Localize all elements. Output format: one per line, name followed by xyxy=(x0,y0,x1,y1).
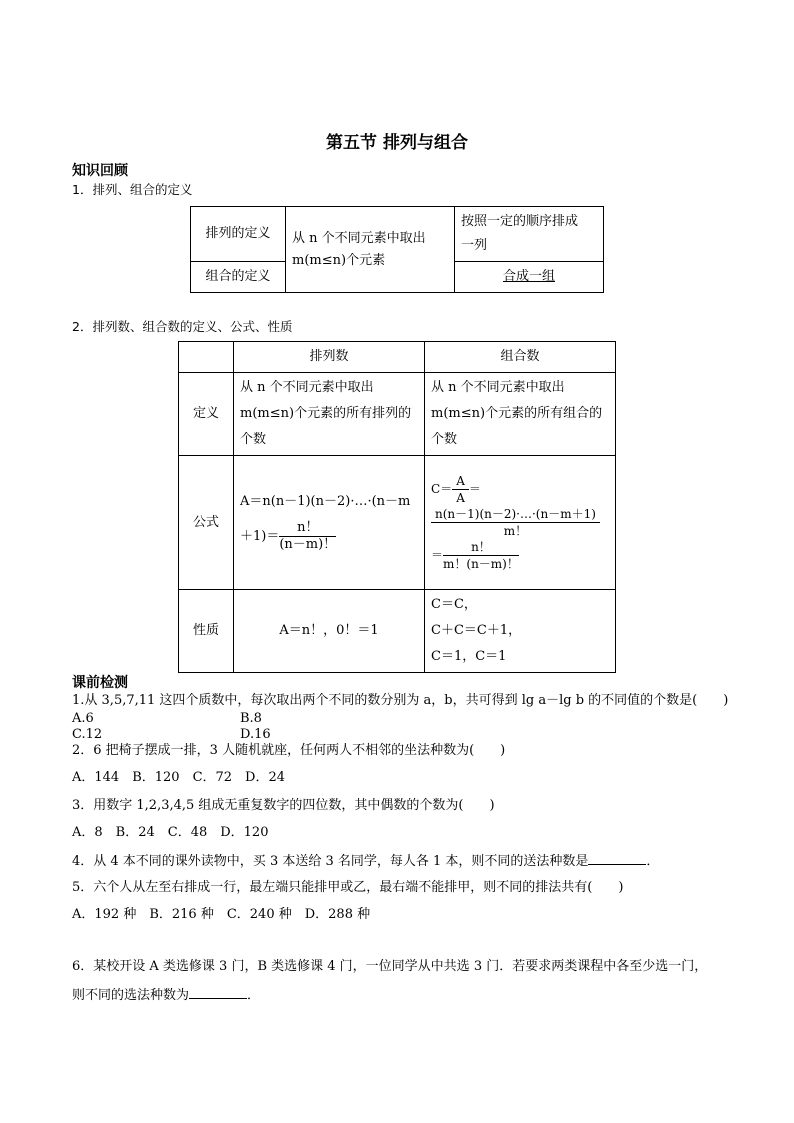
cell-formula-perm xyxy=(234,456,425,590)
row-label-formula: 公式 xyxy=(179,456,234,590)
comb-eq-3: ＝ xyxy=(431,548,444,562)
comb-eq-2: ＝ xyxy=(468,482,481,496)
q3-options: A．8 B．24 C．48 D．120 xyxy=(72,825,269,840)
perm-expansion: ＝n(n－1)(n－2)·…·(n－m xyxy=(249,494,411,509)
q1-option-a: A.6 xyxy=(72,711,94,726)
prop-perm-eq: ＝n！，0！＝1 xyxy=(288,623,379,638)
cell-perm-rule xyxy=(455,207,604,262)
formula-table xyxy=(178,341,616,673)
q1-option-d: D.16 xyxy=(240,727,271,742)
definition-table xyxy=(190,206,604,293)
cell-shared-condition xyxy=(286,207,455,293)
subheading-formulas: 2．排列数、组合数的定义、公式、性质 xyxy=(72,319,293,334)
cell-formula-comb xyxy=(425,456,616,590)
def-perm-line-c: 个数 xyxy=(240,432,267,447)
cell-def-comb xyxy=(425,373,616,456)
perm-frac-den: (n－m)！ xyxy=(279,537,337,552)
question-6-line-2: 则不同的选法种数为 ． xyxy=(72,988,261,1003)
q4-answer-blank[interactable] xyxy=(588,852,646,865)
header-comb: 组合数 xyxy=(425,342,616,373)
comb-fraction-3 xyxy=(443,539,519,572)
row-label-prop: 性质 xyxy=(179,590,234,673)
cell-comb-rule: 合成一组 xyxy=(455,262,604,293)
q5-options: A．192 种 B．216 种 C．240 种 D．288 种 xyxy=(72,907,371,922)
cell-comb-def: 组合的定义 xyxy=(191,262,286,293)
perm-symbol: A xyxy=(240,494,250,509)
prop-comb-line-2: C＋C＝C＋1， xyxy=(431,623,522,638)
perm-rule-line-a: 按照一定的顺序排成 xyxy=(461,214,579,229)
perm-frac-num: n！ xyxy=(279,520,336,537)
perm-fraction xyxy=(279,520,336,553)
prop-comb-line-1: C＝C， xyxy=(431,597,477,612)
def-perm-line-b: m(m≤n)个元素的所有排列的 xyxy=(240,406,412,421)
q1-option-b: B.8 xyxy=(240,711,262,726)
comb-frac3-den: m！(n－m)！ xyxy=(443,557,519,571)
def-comb-line-a: 从 n 个不同元素中取出 xyxy=(431,380,565,395)
question-5: 5．六个人从左至右排成一行，最左端只能排甲或乙，最右端不能排甲，则不同的排法共有( ) xyxy=(72,880,624,895)
comb-frac2-num: n(n－1)(n－2)·…·(n－m＋1) xyxy=(431,506,600,523)
condition-line-a: 从 n 个不同元素中取出 xyxy=(292,230,426,246)
page-title: 第五节 排列与组合 xyxy=(326,133,468,153)
perm-rule-line-b: 一列 xyxy=(461,238,488,253)
subheading-definition: 1．排列、组合的定义 xyxy=(72,182,193,197)
condition-line-b: m(m≤n)个元素 xyxy=(292,252,386,268)
prop-comb-line-3: C＝1，C＝1 xyxy=(431,649,507,664)
section-heading-review: 知识回顾 xyxy=(72,163,128,179)
q4-text: 4．从 4 本不同的课外读物中，买 3 本送给 3 名同学，每人各 1 本，则不同的送法种数是 xyxy=(72,854,589,869)
def-perm-line-a: 从 n 个不同元素中取出 xyxy=(240,380,374,395)
header-perm: 排列数 xyxy=(234,342,425,373)
prop-perm-symbol: A xyxy=(279,623,289,638)
section-heading-pretest: 课前检测 xyxy=(72,675,128,691)
q2-options: A．144 B．120 C．72 D．24 xyxy=(72,770,286,785)
cell-perm-def: 排列的定义 xyxy=(191,207,286,262)
comb-frac2-den: m！ xyxy=(503,524,528,538)
cell-def-perm xyxy=(234,373,425,456)
def-comb-line-c: 个数 xyxy=(431,432,458,447)
cell-corner xyxy=(179,342,234,373)
comb-frac1-num: A xyxy=(452,473,469,490)
question-3: 3．用数字 1,2,3,4,5 组成无重复数字的四位数，其中偶数的个数为( ) xyxy=(72,798,495,813)
cell-prop-perm xyxy=(234,590,425,673)
perm-tail: ＋1)＝ xyxy=(240,529,280,544)
q6-answer-blank[interactable] xyxy=(189,986,247,999)
question-1: 1.从 3,5,7,11 这四个质数中，每次取出两个不同的数分别为 a，b，共可得到 lg a－lg b 的不同值的个数是( ) xyxy=(72,693,729,708)
row-label-def: 定义 xyxy=(179,373,234,456)
comb-frac1-den: A xyxy=(456,491,465,505)
comb-symbol: C xyxy=(431,482,441,496)
comb-fraction-1 xyxy=(452,473,469,506)
question-6-line-1: 6．某校开设 A 类选修课 3 门，B 类选修课 4 门，一位同学从中共选 3 门．若要求两类课程中各至少选一门， xyxy=(72,959,708,974)
comb-frac3-num: n！ xyxy=(443,539,519,556)
question-2: 2．6 把椅子摆成一排，3 人随机就座，任何两人不相邻的坐法种数为( ) xyxy=(72,743,506,758)
q6-text: 则不同的选法种数为 xyxy=(72,988,190,1003)
comb-fraction-2 xyxy=(431,506,600,539)
question-4: 4．从 4 本不同的课外读物中，买 3 本送给 3 名同学，每人各 1 本，则不同的送法种数是 ． xyxy=(72,854,660,869)
comb-eq-1: ＝ xyxy=(440,482,453,496)
cell-prop-comb xyxy=(425,590,616,673)
q1-option-c: C.12 xyxy=(72,727,103,742)
def-comb-line-b: m(m≤n)个元素的所有组合的 xyxy=(431,406,603,421)
